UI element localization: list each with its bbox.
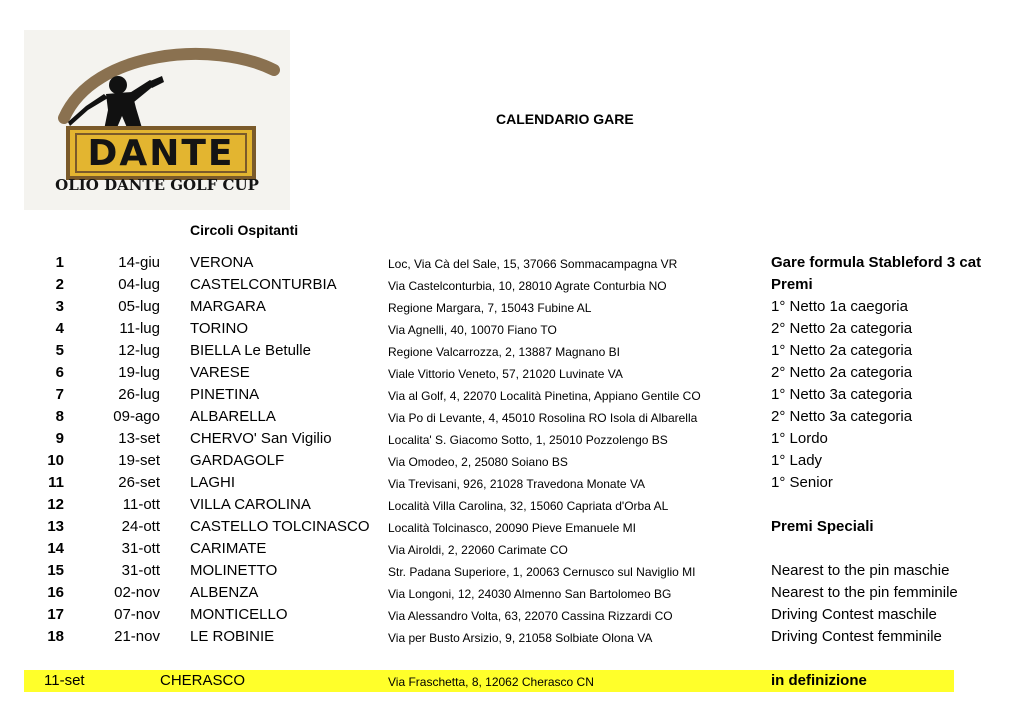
table-row [0,472,1024,494]
row-number: 8 [55,408,64,425]
row-date: 21-nov [114,628,160,645]
row-club: VARESE [190,364,250,381]
table-row [0,428,1024,450]
row-prize: 1° Senior [771,474,833,491]
row-number: 10 [47,452,64,469]
row-prize: Driving Contest femminile [771,628,942,645]
row-club: ALBARELLA [190,408,276,425]
row-address: Localita' S. Giacomo Sotto, 1, 25010 Pozzolengo BS [388,433,668,447]
table-row [0,494,1024,516]
row-address: Via Trevisani, 926, 21028 Travedona Monate VA [388,477,646,491]
dante-golf-cup-logo [24,30,290,210]
table-row [0,582,1024,604]
row-club: LE ROBINIE [190,628,275,645]
row-prize: 1° Netto 2a categoria [771,342,913,359]
table-row [0,274,1024,296]
row-date: 05-lug [118,298,160,315]
row-number: 1 [55,254,64,271]
row-prize: 1° Netto 1a caegoria [771,298,908,315]
row-club: TORINO [190,320,249,337]
highlight-date: 11-set [44,672,85,689]
row-club: MARGARA [190,298,266,315]
row-number: 16 [47,584,64,601]
row-address: Via Omodeo, 2, 25080 Soiano BS [388,455,568,469]
row-date: 31-ott [121,540,160,557]
logo-subtitle: OLIO DANTE GOLF CUP [55,176,259,194]
row-address: Via per Busto Arsizio, 9, 21058 Solbiate Olona VA [388,631,653,645]
row-date: 12-lug [118,342,160,359]
row-prize: 1° Lordo [771,430,828,447]
row-address: Via Castelconturbia, 10, 28010 Agrate Conturbia NO [388,279,667,293]
row-club: BIELLA Le Betulle [190,342,311,359]
row-date: 11-lug [119,320,160,337]
row-club: CARIMATE [190,540,267,557]
table-row [0,362,1024,384]
row-number: 14 [47,540,64,557]
row-prize: Premi Speciali [771,518,874,535]
row-number: 4 [55,320,64,337]
row-number: 11 [48,474,64,491]
row-date: 09-ago [113,408,160,425]
row-number: 3 [55,298,64,315]
row-date: 11-ott [122,496,160,513]
row-number: 7 [55,386,64,403]
row-prize: Premi [771,276,813,293]
row-address: Loc, Via Cà del Sale, 15, 37066 Sommacampagna VR [388,257,678,271]
row-address: Regione Margara, 7, 15043 Fubine AL [388,301,592,315]
row-address: Via Alessandro Volta, 63, 22070 Cassina Rizzardi CO [388,609,673,623]
row-address: Via Longoni, 12, 24030 Almenno San Bartolomeo BG [388,587,672,601]
row-address: Str. Padana Superiore, 1, 20063 Cernusco sul Naviglio MI [388,565,696,579]
table-row [0,406,1024,428]
row-prize: 1° Lady [771,452,823,469]
row-number: 17 [47,606,64,623]
row-prize: Driving Contest maschile [771,606,937,623]
row-prize: Nearest to the pin femminile [771,584,958,601]
row-date: 31-ott [121,562,160,579]
row-address: Via Agnelli, 40, 10070 Fiano TO [388,323,557,337]
row-address: Regione Valcarrozza, 2, 13887 Magnano BI [388,345,620,359]
row-club: LAGHI [190,474,236,491]
table-row [0,560,1024,582]
row-date: 19-lug [118,364,160,381]
row-date: 24-ott [121,518,160,535]
table-row [0,296,1024,318]
row-club: VILLA CAROLINA [190,496,311,513]
row-address: Via Po di Levante, 4, 45010 Rosolina RO Isola di Albarella [388,411,698,425]
row-number: 2 [55,276,64,293]
row-date: 04-lug [118,276,160,293]
logo-brand-text: DANTE [87,132,235,174]
row-number: 9 [55,430,64,447]
row-number: 15 [47,562,64,579]
row-number: 13 [47,518,64,535]
row-address: Via al Golf, 4, 22070 Località Pinetina, Appiano Gentile CO [388,389,701,403]
row-date: 14-giu [118,254,160,271]
row-address: Viale Vittorio Veneto, 57, 21020 Luvinate VA [388,367,623,381]
row-address: Località Tolcinasco, 20090 Pieve Emanuele MI [388,521,636,535]
table-row [0,318,1024,340]
row-date: 02-nov [114,584,160,601]
row-club: CHERVO' San Vigilio [190,430,332,447]
row-prize: 1° Netto 3a categoria [771,386,913,403]
row-number: 18 [47,628,64,645]
page-title: CALENDARIO GARE [496,111,634,127]
row-club: VERONA [190,254,254,271]
row-number: 6 [55,364,64,381]
row-address: Località Villa Carolina, 32, 15060 Capriata d'Orba AL [388,499,669,513]
row-date: 19-set [118,452,160,469]
table-row [0,626,1024,648]
row-club: MOLINETTO [190,562,278,579]
row-number: 5 [55,342,64,359]
hosts-header: Circoli Ospitanti [190,222,299,238]
row-address: Via Airoldi, 2, 22060 Carimate CO [388,543,568,557]
table-row [0,340,1024,362]
row-prize: 2° Netto 2a categoria [771,320,913,337]
row-prize: Gare formula Stableford 3 cat [771,254,982,271]
row-club: PINETINA [190,386,260,403]
highlight-row [24,670,954,692]
table-row [0,252,1024,274]
row-club: CASTELCONTURBIA [190,276,337,293]
table-row [0,604,1024,626]
highlight-club: CHERASCO [160,672,246,689]
table-row [0,516,1024,538]
highlight-prize: in definizione [771,672,867,689]
row-club: CASTELLO TOLCINASCO [190,518,370,535]
row-date: 13-set [118,430,160,447]
row-prize: 2° Netto 3a categoria [771,408,913,425]
row-club: GARDAGOLF [190,452,285,469]
highlight-address: Via Fraschetta, 8, 12062 Cherasco CN [388,675,594,689]
row-club: MONTICELLO [190,606,288,623]
row-prize: Nearest to the pin maschie [771,562,950,579]
table-row [0,384,1024,406]
row-prize: 2° Netto 2a categoria [771,364,913,381]
table-row [0,450,1024,472]
row-date: 26-set [118,474,160,491]
row-date: 26-lug [118,386,160,403]
table-row [0,538,1024,560]
row-number: 12 [47,496,64,513]
row-date: 07-nov [114,606,160,623]
row-club: ALBENZA [190,584,259,601]
